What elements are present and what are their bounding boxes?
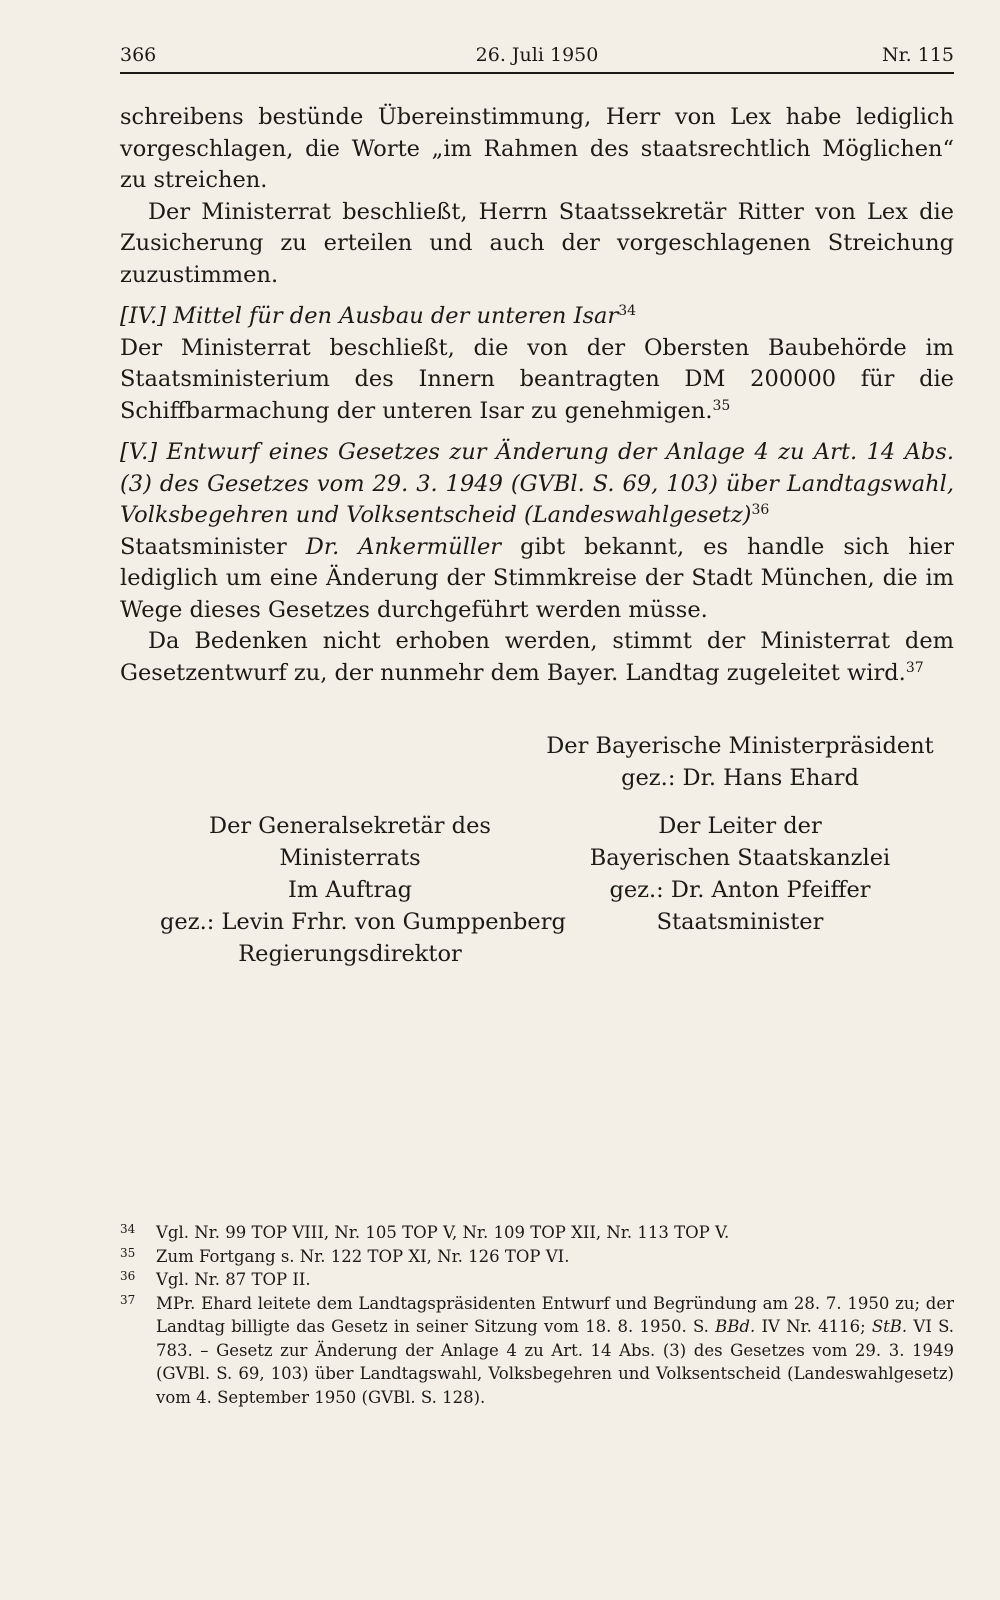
footnote-37: 37 MPr. Ehard leitete dem Landtagspräsidenten Entwurf und Begründung am 28. 7. 1950 zu; der Landtag billigte das Gesetz in seiner Sitzung vom 18. 8. 1950. S. BBd. IV Nr. 4116; StB. VI S. 783. – Gesetz zur Änderung der Anlage 4 zu Art. 14 Abs. (3) des Gesetzes vom 29. 3. 1949 (GVBl. S. 69, 103) über Landtagswahl, Volksbegehren und Volksentscheid (Landeswahlgesetz) vom 4. September 1950 (GVBl. S. 128). [120,1292,955,1407]
page-number: 366 [120,44,157,66]
paragraph-resolution: Der Ministerrat beschließt, Herrn Staatssekretär Ritter von Lex die Zusicherung zu erteilen und auch der vorgeschlagenen Streichung zuzustimmen. [120,198,954,288]
agenda-item-5-number: [V.] [120,439,158,465]
agenda-item-5-text: Staatsminister Dr. Ankermüller gibt bekannt, es handle sich hier lediglich um eine Änderung der Stimmkreise der Stadt München, die im Wege dieses Gesetzes durchgeführt werden müsse. [120,533,954,623]
agenda-item-5-title: Entwurf eines Gesetzes zur Änderung der Anlage 4 zu Art. 14 Abs. (3) des Gesetzes vom 29. 3. 1949 (GVBl. S. 69, 103) über Landtagswahl, Volksbegehren und Volksentscheid (Landeswahlgesetz) [120,439,954,528]
agenda-item-4-heading [120,301,954,333]
agenda-item-4-title: Mittel für den Ausbau der unteren Isar [173,303,619,329]
signature-secretary: Der Generalsekretär des Ministerrats Im Auftrag gez.: Levin Frhr. von Gumppenberg Regierungsdirektor [160,813,566,967]
header-rule [120,72,954,74]
header-date: 26. Juli 1950 [475,44,599,66]
running-header [120,44,954,74]
footnote-36: 36 Vgl. Nr. 87 TOP II. [120,1269,311,1289]
header-issue: Nr. 115 [882,44,954,66]
footnote-ref-35: 35 [712,397,731,414]
footnote-ref-36: 36 [751,502,770,518]
agenda-item-5-heading [120,437,954,532]
agenda-item-4-text: Der Ministerrat beschließt, die von der Obersten Baubehörde im Staatsministerium des Innern beantragten DM 200000 für die Schiffbarmachung der unteren Isar zu genehmigen.$^{35}$ [120,334,954,424]
signature-president: Der Bayerische Ministerpräsident gez.: Dr. Hans Ehard [546,733,934,791]
footnotes [120,1221,954,1409]
main-text [120,102,954,689]
footnote-ref-34: 34 [618,303,637,319]
footnote-34: 34 Vgl. Nr. 99 TOP VIII, Nr. 105 TOP V, Nr. 109 TOP XII, Nr. 113 TOP V. [120,1222,730,1242]
footnote-ref-37: 37 [905,659,924,676]
footnote-35: 35 Zum Fortgang s. Nr. 122 TOP XI, Nr. 126 TOP VI. [120,1245,570,1266]
minister-name: Dr. Ankermüller [305,533,502,560]
signature-chancellery: Der Leiter der Bayerischen Staatskanzlei gez.: Dr. Anton Pfeiffer Staatsminister [589,813,891,935]
agenda-item-5-decision: Da Bedenken nicht erhoben werden, stimmt der Ministerrat dem Gesetzentwurf zu, der nunmehr dem Bayer. Landtag zugeleitet wird.$^{37}$ [120,628,954,686]
agenda-item-4-number: [IV.] [120,303,166,329]
paragraph-continuation: schreibens bestünde Übereinstimmung, Herr von Lex habe lediglich vorgeschlagen, die Worte „im Rahmen des staatsrechtlich Möglichen“ zu streichen. [120,104,954,193]
